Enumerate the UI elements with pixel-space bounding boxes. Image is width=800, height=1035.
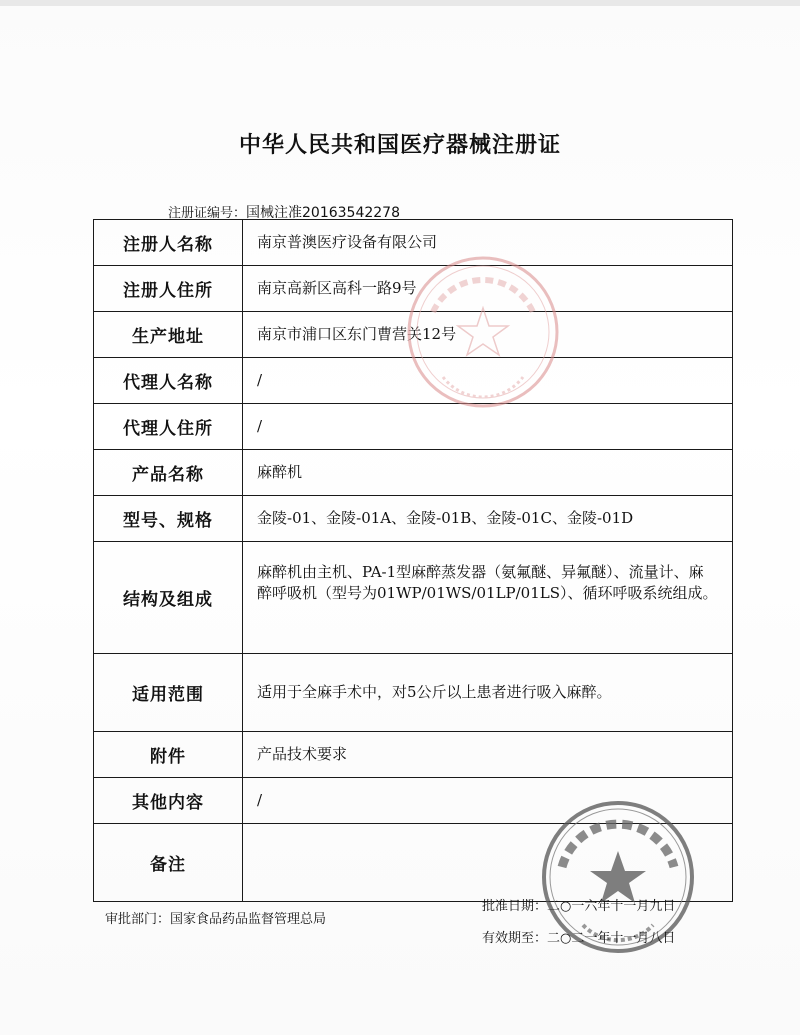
row-label: 代理人名称 [94,358,243,404]
row-label: 备注 [94,824,243,902]
issuing-department: 审批部门：国家食品药品监督管理总局 [105,912,327,927]
row-value: 金陵-01、金陵-01A、金陵-01B、金陵-01C、金陵-01D [243,496,733,542]
row-label: 适用范围 [94,654,243,732]
row-value: 麻醉机由主机、PA-1型麻醉蒸发器（氨氟醚、异氟醚）、流量计、麻醉呼吸机（型号为01WP/01WS/01LP/01LS）、循环呼吸系统组成。 [243,542,733,654]
table-row [94,450,733,496]
table-row [94,654,733,732]
row-label: 结构及组成 [94,542,243,654]
document-title: 中华人民共和国医疗器械注册证 [238,133,561,158]
scan-edge [0,0,800,6]
row-label: 其他内容 [94,778,243,824]
approval-date: 批准日期：二○一六年十一月九日 [482,899,676,914]
row-label: 代理人住所 [94,404,243,450]
row-value: 产品技术要求 [243,732,733,778]
row-value: 南京市浦口区东门曹营关12号 [243,312,733,358]
row-value: / [243,404,733,450]
table-row [94,732,733,778]
row-label: 注册人住所 [94,266,243,312]
row-value: 适用于全麻手术中，对5公斤以上患者进行吸入麻醉。 [243,654,733,732]
row-value: / [243,358,733,404]
row-label: 附件 [94,732,243,778]
row-label: 生产地址 [94,312,243,358]
registration-number-label: 注册证编号： [168,206,247,221]
valid-until-date: 有效期至：二○二一年十一月八日 [482,931,676,946]
registration-number-value: 国械注准20163542278 [246,205,400,221]
row-value: 南京高新区高科一路9号 [243,266,733,312]
row-value: 麻醉机 [243,450,733,496]
row-label: 注册人名称 [94,220,243,266]
row-value: 南京普澳医疗设备有限公司 [243,220,733,266]
row-label: 产品名称 [94,450,243,496]
table-row [94,542,733,654]
row-label: 型号、规格 [94,496,243,542]
company-seal-stamp [403,252,563,412]
table-row [94,496,733,542]
row-value: / [243,778,733,824]
